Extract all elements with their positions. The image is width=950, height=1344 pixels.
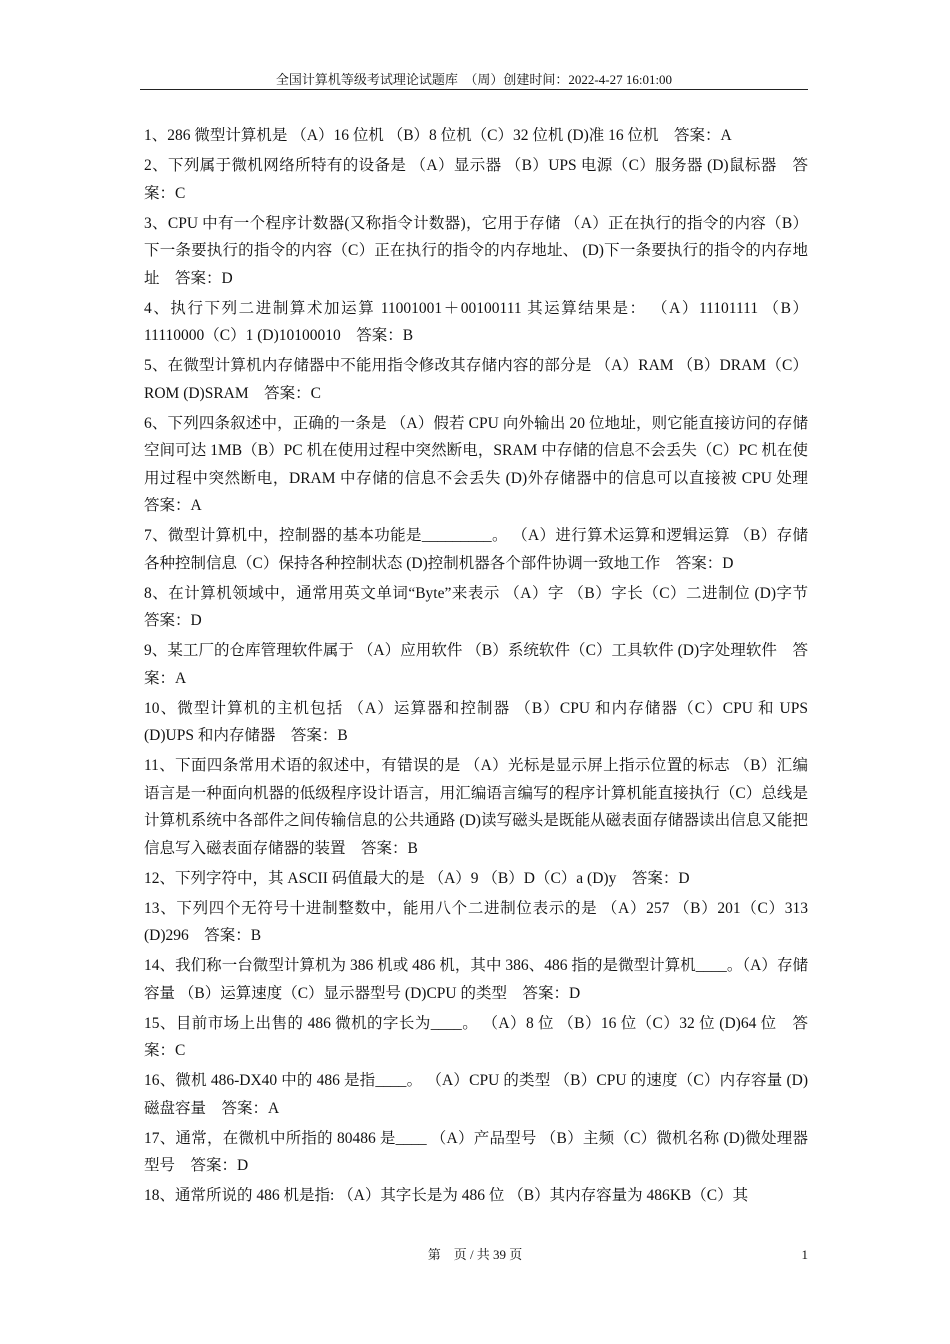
question-item: 2、下列属于微机网络所特有的设备是 （A）显示器 （B）UPS 电源（C）服务器 (D)鼠标器 答案：C bbox=[144, 157, 808, 202]
question-item: 9、某工厂的仓库管理软件属于 （A）应用软件 （B）系统软件（C）工具软件 (D)字处理软件 答案：A bbox=[144, 642, 808, 687]
question-item: 1、286 微型计算机是 （A）16 位机 （B）8 位机（C）32 位机 (D)准 16 位机 答案：A bbox=[144, 127, 732, 144]
question-item: 16、微机 486-DX40 中的 486 是指____。 （A）CPU 的类型 （B）CPU 的速度（C）内存容量 (D)磁盘容量 答案：A bbox=[144, 1072, 808, 1117]
question-list bbox=[144, 122, 824, 1212]
question-item: 17、通常，在微机中所指的 80486 是____ （A）产品型号 （B）主频（C）微机名称 (D)微处理器型号 答案：D bbox=[144, 1129, 808, 1174]
question-item: 3、CPU 中有一个程序计数器(又称指令计数器)，它用于存储 （A）正在执行的指令的内容（B）下一条要执行的指令的内容（C）正在执行的指令的内存地址、 (D)下一条要执行的指令的内存地址 答案：D bbox=[144, 214, 808, 287]
question-item: 18、通常所说的 486 机是指: （A）其字长是为 486 位 （B）其内存容量为 486KB（C）其 bbox=[144, 1187, 749, 1204]
question-item: 13、下列四个无符号十进制整数中，能用八个二进制位表示的是 （A）257 （B）201（C）313 (D)296 答案：B bbox=[144, 899, 808, 944]
question-item: 11、下面四条常用术语的叙述中，有错误的是 （A）光标是显示屏上指示位置的标志 （B）汇编语言是一种面向机器的低级程序设计语言，用汇编语言编写的程序计算机能直接执行（C）总线是计算机系统中各部件之间传输信息的公共通路 (D)读写磁头是既能从磁表面存储器读出信息又能把信息写入磁表面存储器的装置 答案：B bbox=[144, 757, 808, 857]
question-item: 7、微型计算机中，控制器的基本功能是_________。 （A）进行算术运算和逻辑运算 （B）存储各种控制信息（C）保持各种控制状态 (D)控制机器各个部件协调一致地工作 答案：D bbox=[144, 527, 808, 572]
question-item: 10、微型计算机的主机包括 （A）运算器和控制器 （B）CPU 和内存储器（C）CPU 和 UPS (D)UPS 和内存储器 答案：B bbox=[144, 699, 808, 744]
question-item: 15、目前市场上出售的 486 微机的字长为____。 （A）8 位 （B）16 位（C）32 位 (D)64 位 答案：C bbox=[144, 1014, 808, 1059]
question-item: 5、在微型计算机内存储器中不能用指令修改其存储内容的部分是 （A）RAM （B）DRAM（C）ROM (D)SRAM 答案：C bbox=[144, 357, 808, 402]
page-footer-label: 第 页 / 共 39 页 bbox=[427, 1247, 523, 1262]
question-item: 14、我们称一台微型计算机为 386 机或 486 机，其中 386、486 指的是微型计算机____。（A）存储容量 （B）运算速度（C）显示器型号 (D)CPU 的类型 答案：D bbox=[144, 957, 808, 1002]
page-number: 1 bbox=[801, 1247, 808, 1262]
question-item: 12、下列字符中，其 ASCII 码值最大的是 （A）9 （B）D（C）a (D)y 答案：D bbox=[144, 869, 690, 887]
question-item: 6、下列四条叙述中，正确的一条是 （A）假若 CPU 向外输出 20 位地址，则它能直接访问的存储空间可达 1MB（B）PC 机在使用过程中突然断电，SRAM 中存储的信息不会丢失（C）PC 机在使用过程中突然断电，DRAM 中存储的信息不会丢失 (D)外存储器中的信息可以直接被 CPU 处理 答案：A bbox=[144, 414, 824, 514]
question-item: 8、在计算机领域中，通常用英文单词“Byte”来表示 （A）字 （B）字长（C）二进制位 (D)字节 答案：D bbox=[144, 584, 824, 629]
page-header: 全国计算机等级考试理论试题库 （周）创建时间：2022-4-27 16:01:00 bbox=[275, 72, 673, 87]
header-divider bbox=[140, 89, 808, 90]
question-item: 4、执行下列二进制算术加运算 11001001＋00100111 其运算结果是： （A）11101111 （B）11110000（C）1 (D)10100010 答案：B bbox=[144, 299, 808, 344]
